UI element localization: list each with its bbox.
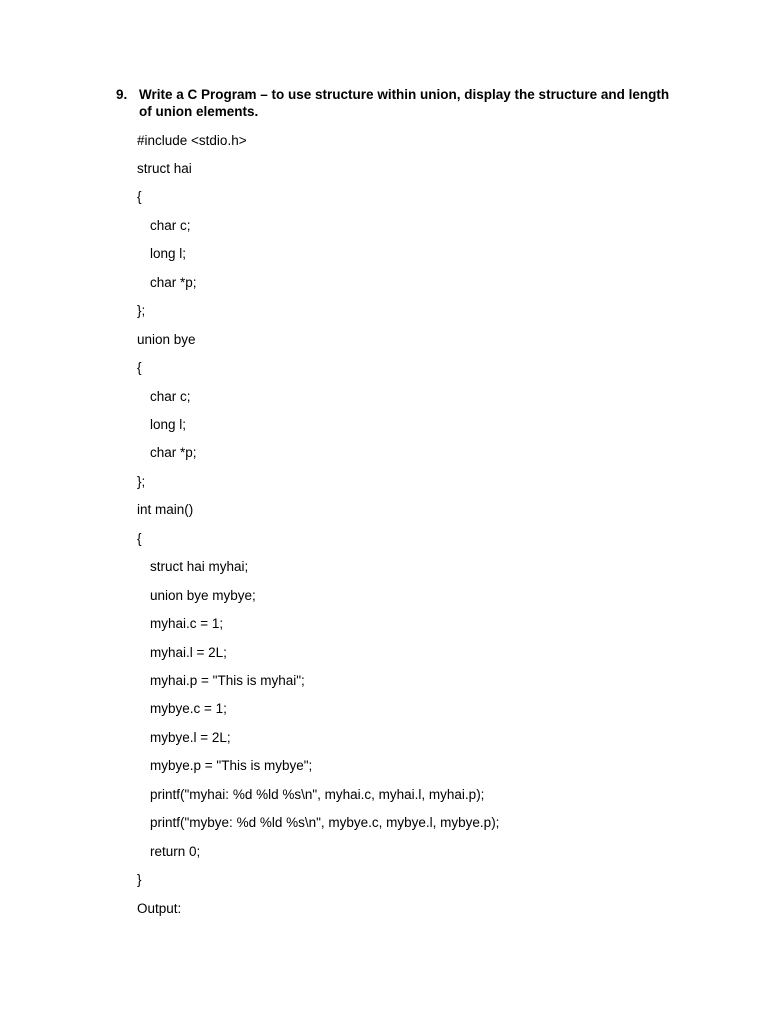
code-line: #include <stdio.h> [137,133,247,148]
code-line: long l; [150,246,187,261]
output-label: Output: [137,901,182,916]
code-line: char *p; [150,445,197,460]
code-line: printf("myhai: %d %ld %s\n", myhai.c, myhai.l, myhai.p); [150,787,485,802]
code-line: { [137,531,142,546]
code-line: }; [137,303,146,318]
code-line: } [137,872,142,887]
code-line: mybye.l = 2L; [150,730,231,745]
code-line: char c; [150,218,191,233]
code-line: mybye.c = 1; [150,701,227,716]
code-line: myhai.c = 1; [150,616,224,631]
question-heading [116,86,676,120]
code-line: { [137,360,142,375]
code-line: long l; [150,417,187,432]
code-line: char *p; [150,275,197,290]
code-line: return 0; [150,844,201,859]
code-line: }; [137,474,146,489]
code-line: char c; [150,389,191,404]
code-line: mybye.p = "This is mybye"; [150,758,313,773]
code-line: printf("mybye: %d %ld %s\n", mybye.c, mybye.l, mybye.p); [150,815,500,830]
code-line: union bye mybye; [150,588,256,603]
question-number: 9. [116,87,128,102]
code-line: union bye [137,332,196,347]
code-line: struct hai [137,161,192,176]
code-line: { [137,189,142,204]
code-line: struct hai myhai; [150,559,249,574]
question-text: Write a C Program – to use structure within union, display the structure and length of union elements. [139,87,670,119]
code-line: myhai.p = "This is myhai"; [150,673,305,688]
code-line: myhai.l = 2L; [150,645,227,660]
code-line: int main() [137,502,194,517]
